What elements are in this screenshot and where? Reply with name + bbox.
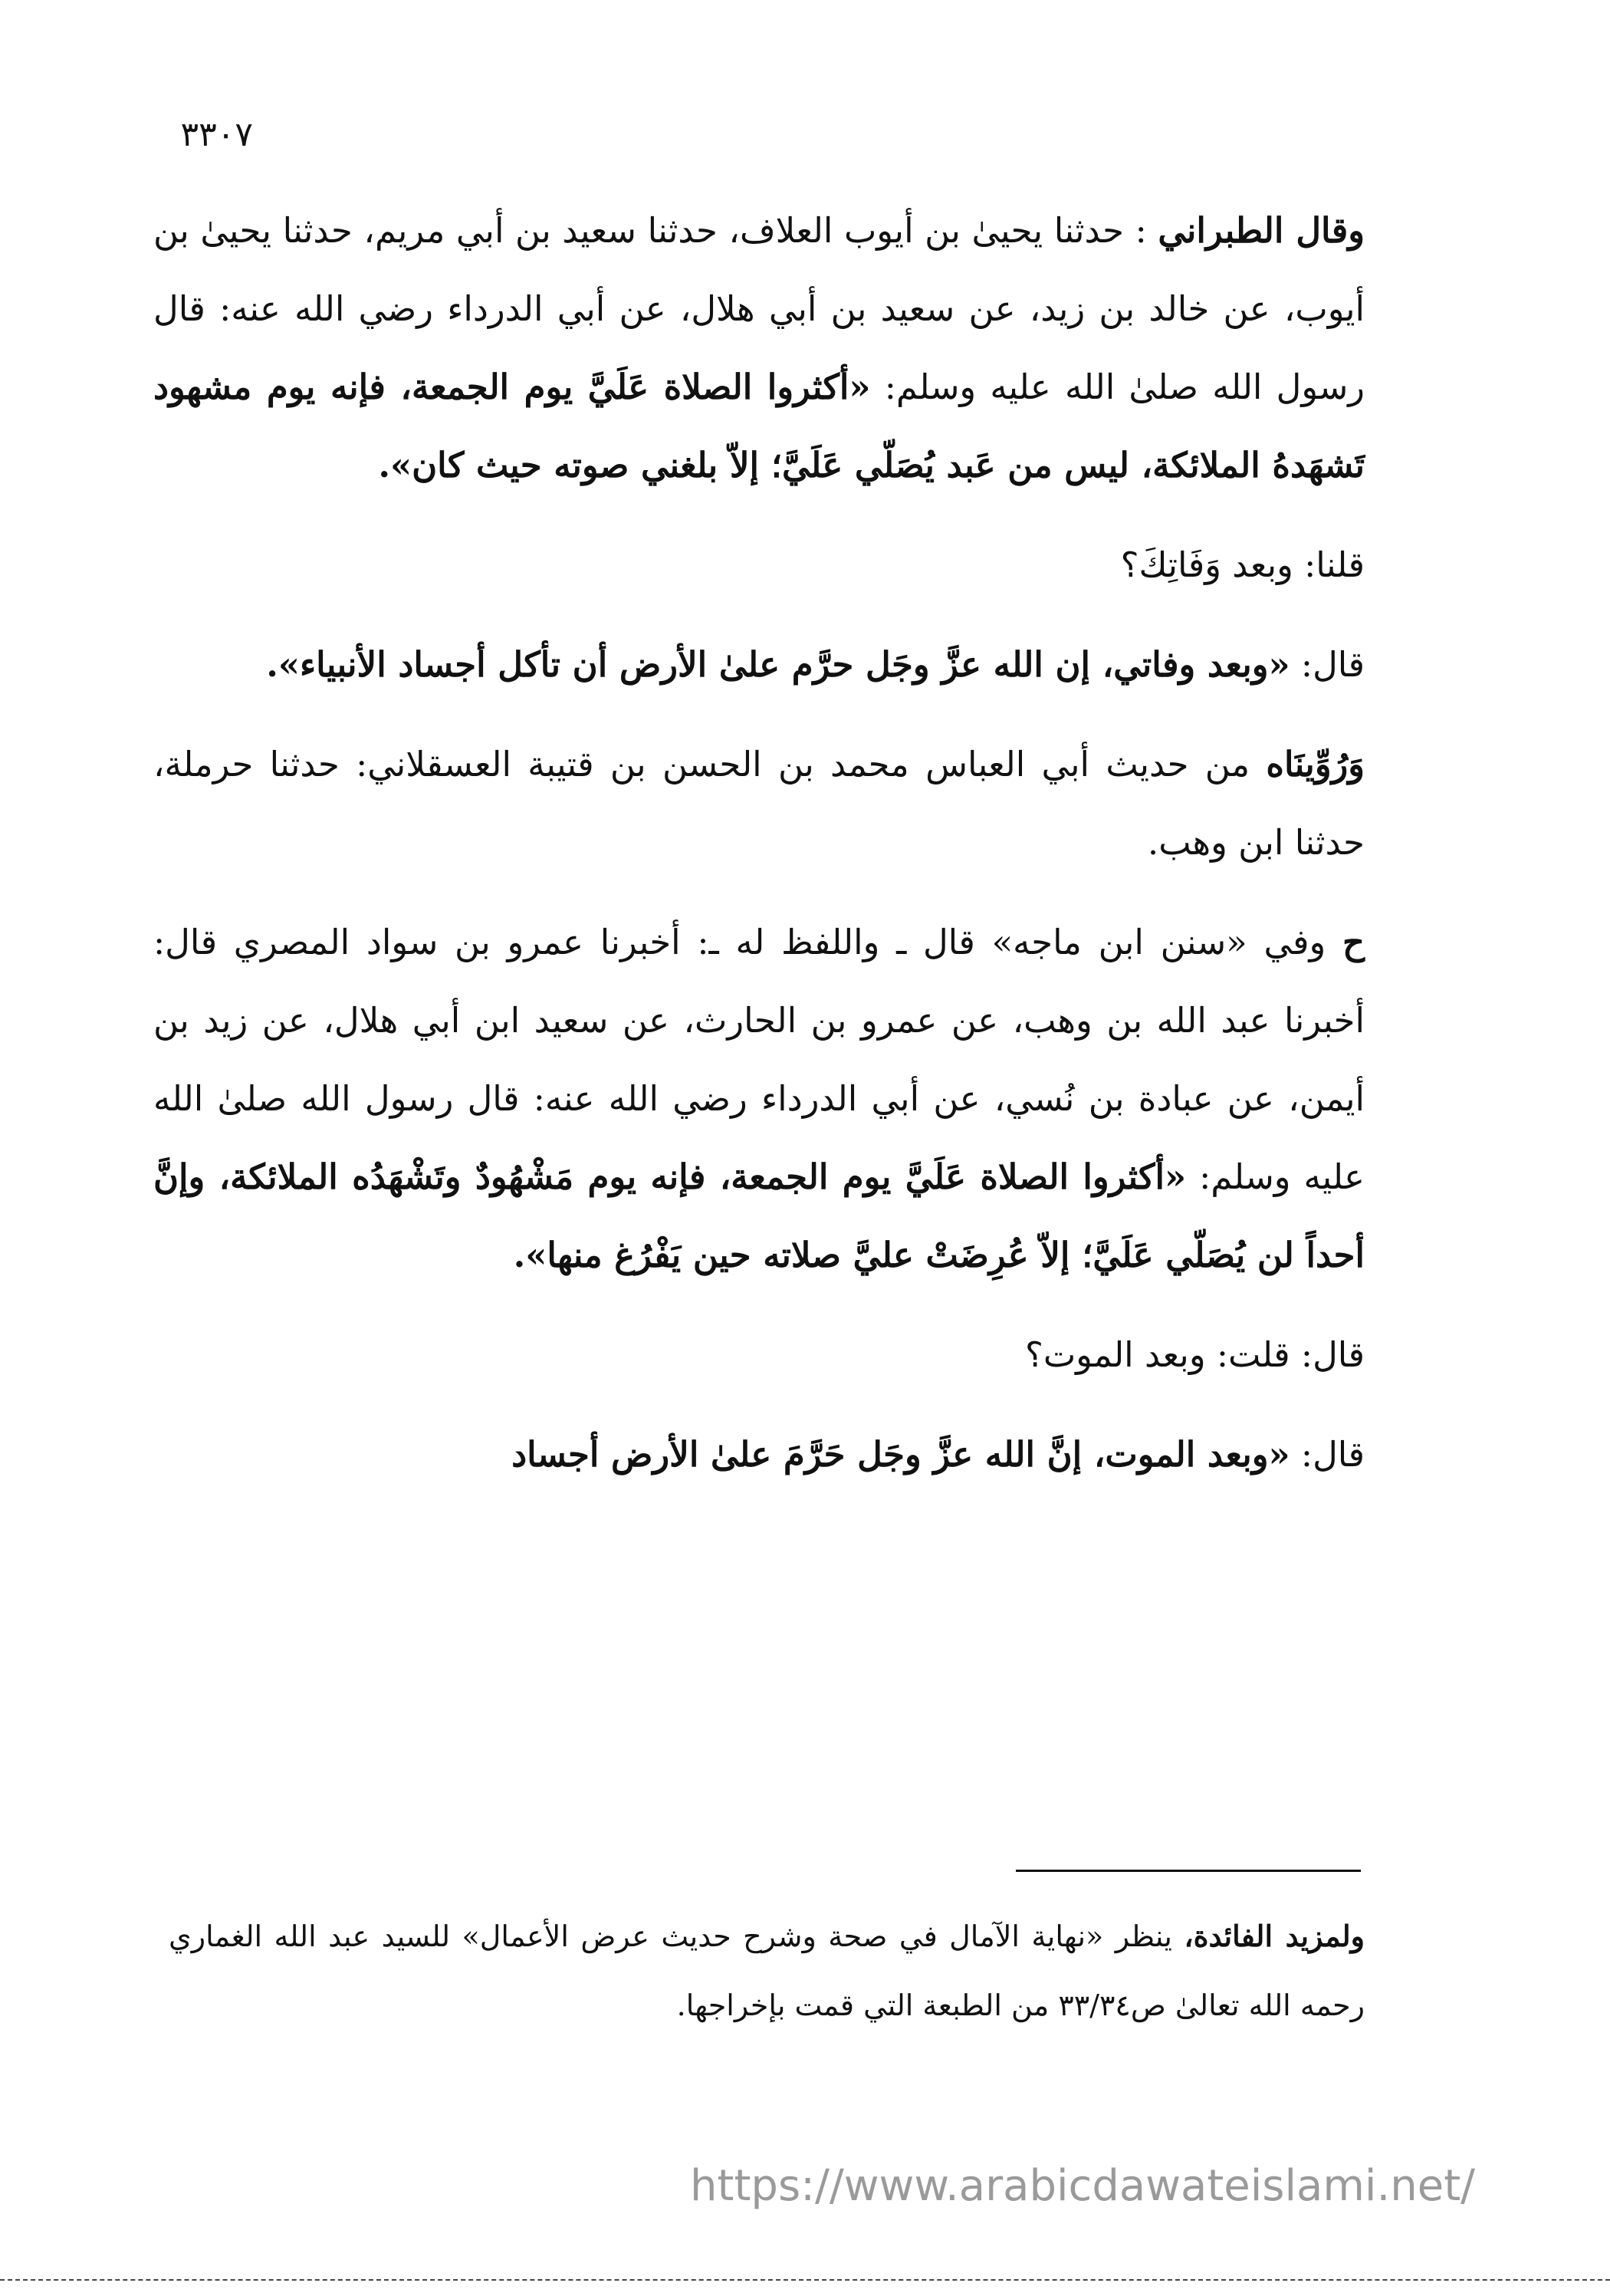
paragraph-lead: وَرُوِّينَاه: [1266, 744, 1365, 785]
paragraph-narration: [153, 725, 1365, 882]
paragraph-tabarani: [153, 192, 1365, 505]
paragraph-text: : حدثنا يحيىٰ بن أيوب العلاف، حدثنا سعيد بن أبي مريم، حدثنا يحيىٰ بن أيوب، عن خالد بن زيد، عن سعيد بن أبي هلال، عن أبي الدرداء رضي الله عنه: قال رسول الله صلىٰ الله عليه وسلم:: [153, 210, 1365, 407]
hadith-text: «أكثروا الصلاة عَلَيَّ يوم الجمعة، فإنه يوم مَشْهُودٌ وتَشْهَدُه الملائكة، وإنَّ أحداً لن يُصَلّي عَلَيَّ؛ إلاّ عُرِضَتْ عليَّ صلاته حين يَفْرُغ منها».: [153, 1156, 1365, 1275]
footnote-separator: [1016, 1870, 1361, 1872]
hadith-text: «وبعد الموت، إنَّ الله عزَّ وجَل حَرَّمَ علىٰ الأرض أجساد: [511, 1434, 1290, 1475]
paragraph-text: من حديث أبي العباس محمد بن الحسن بن قتيبة العسقلاني: حدثنا حرملة، حدثنا ابن وهب.: [153, 744, 1365, 863]
paragraph-answer-2: [153, 1416, 1365, 1494]
paragraph-question-2: [153, 1316, 1365, 1394]
footnote-text: ينظر «نهاية الآمال في صحة وشرح حديث عرض الأعمال» للسيد عبد الله الغماري رحمه الله تعالىٰ ص٣٣/٣٤ من الطبعة التي قمت بإخراجها.: [169, 1919, 1365, 2022]
main-text: [153, 192, 1365, 1515]
watermark-url: https://www.arabicdawateislami.net/: [690, 2161, 1476, 2211]
bottom-rule: [0, 2279, 1610, 2281]
paragraph-answer: [153, 626, 1365, 704]
hadith-text: «أكثروا الصلاة عَلَيَّ يوم الجمعة، فإنه يوم مشهود تَشهَدهُ الملائكة، ليس من عَبد يُصَلّي عَلَيَّ؛ إلاّ بلغني صوته حيث كان».: [153, 367, 1365, 485]
paragraph-text: قال:: [1300, 644, 1365, 685]
paragraph-question: [153, 526, 1365, 604]
paragraph-text: قال:: [1300, 1434, 1365, 1475]
paragraph-lead: وقال الطبراني: [1158, 210, 1365, 251]
paragraph-ibn-majah: [153, 903, 1365, 1294]
paragraph-text: قلنا: وبعد وَفَاتِكَ؟: [1120, 544, 1365, 585]
footnote-lead: ولمزيد الفائدة،: [1184, 1919, 1365, 1953]
paragraph-text: قال: قلت: وبعد الموت؟: [1024, 1334, 1365, 1375]
footnote: [169, 1902, 1365, 2040]
page-number: ٣٣٠٧: [180, 115, 253, 154]
paragraph-text: وفي «سنن ابن ماجه» قال ـ واللفظ له ـ: أخبرنا عمرو بن سواد المصري قال: أخبرنا عبد الله بن وهب، عن عمرو بن الحارث، عن سعيد ابن أبي هلال، عن زيد بن أيمن، عن عبادة بن نُسي، عن أبي الدرداء رضي الله عنه: قال رسول الله صلىٰ الله عليه وسلم:: [153, 922, 1365, 1197]
paragraph-lead: ح: [1342, 922, 1365, 962]
hadith-text: «وبعد وفاتي، إن الله عزَّ وجَل حرَّم علىٰ الأرض أن تأكل أجساد الأنبياء».: [266, 644, 1290, 685]
